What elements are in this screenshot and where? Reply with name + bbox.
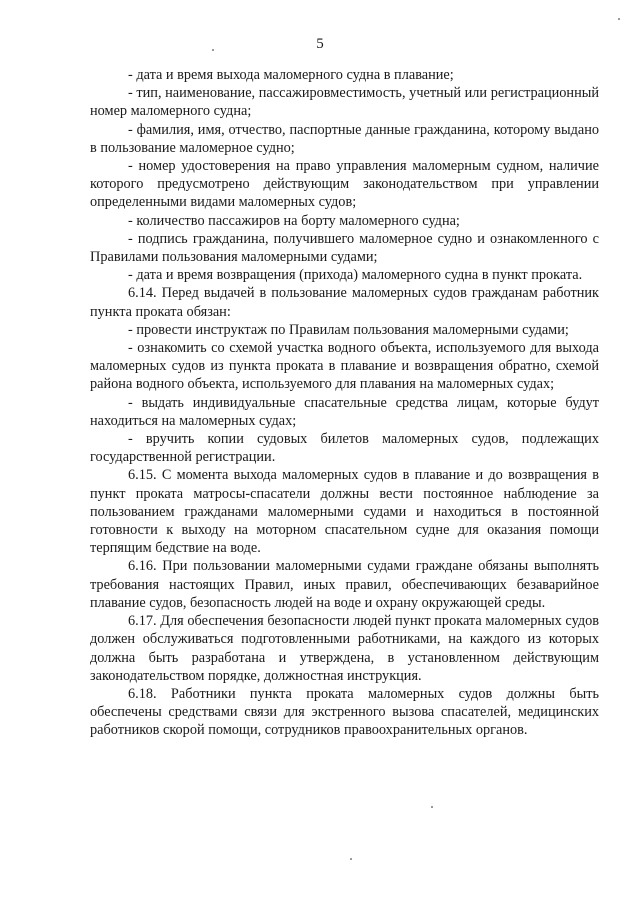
list-item-passenger-count: - количество пассажиров на борту маломерного судна; bbox=[128, 212, 460, 229]
scan-speck bbox=[212, 49, 214, 51]
clause-6-18: 6.18. Работники пункта проката маломерных судов должны быть обеспечены средствами связи для экстренного вызова спасателей, медицинских работников скорой помощи, сотрудников правоохранительных органов. bbox=[90, 685, 599, 739]
list-item-ship-tickets: - вручить копии судовых билетов маломерных судов, подлежащих государственной регистрации. bbox=[90, 431, 599, 466]
list-item-departure-time: - дата и время выхода маломерного судна в плавание; bbox=[128, 67, 454, 83]
list-item-vessel-type: - тип, наименование, пассажировместимость, учетный или регистрационный номер маломерного судна; bbox=[90, 85, 599, 120]
list-item-citizen-name: - фамилия, имя, отчество, паспортные данные гражданина, которому выдано в пользование маломерное судно; bbox=[90, 121, 599, 156]
scan-speck bbox=[431, 806, 433, 808]
list-item-life-saving-equipment: - выдать индивидуальные спасательные средства лицам, которые будут находиться на маломерных судах; bbox=[90, 394, 599, 429]
scan-speck bbox=[350, 858, 352, 860]
clause-6-15: 6.15. С момента выхода маломерных судов в плавание и до возвращения в пункт проката матросы-спасатели должны вести постоянное наблюдение за пользованием гражданами маломерными судами и находиться в постоянной готовности к выходу на моторном спасательном судне для оказания помощи терпящим бедствие на воде. bbox=[90, 467, 599, 557]
clause-6-17: 6.17. Для обеспечения безопасности людей пункт проката маломерных судов должен обслуживаться подготовленными работниками, на каждого из которых должна быть разработана и утверждена, в установленном действующим законодательством порядке, должностная инструкция. bbox=[90, 613, 599, 684]
clause-6-16: 6.16. При пользовании маломерными судами граждане обязаны выполнять требования настоящих Правил, иных правил, обеспечивающих безаварийное плавание судов, безопасность людей на воде и охрану окружающей среды. bbox=[90, 558, 599, 611]
document-body bbox=[90, 66, 599, 740]
list-item-signature: - подпись гражданина, получившего маломерное судно и ознакомленного с Правилами пользования маломерными судами; bbox=[90, 230, 599, 266]
list-item-return-time: - дата и время возвращения (прихода) маломерного судна в пункт проката. bbox=[128, 267, 583, 284]
list-item-water-scheme: - ознакомить со схемой участка водного объекта, используемого для выхода маломерных судов из пункта проката в плавание и возвращения обратно, схемой района водного объекта, используемого для плавания на маломерных судах; bbox=[90, 340, 599, 393]
page-number: 5 bbox=[316, 36, 324, 52]
list-item-briefing: - провести инструктаж по Правилам пользования маломерными судами; bbox=[128, 321, 569, 338]
clause-6-14: 6.14. Перед выдачей в пользование маломерных судов гражданам работник пункта проката обязан: bbox=[90, 285, 599, 320]
scan-speck bbox=[618, 18, 620, 20]
list-item-license-number: - номер удостоверения на право управления маломерным судном, наличие которого предусмотрено действующим законодательством при управлении определенными видами маломерных судов; bbox=[90, 158, 599, 211]
